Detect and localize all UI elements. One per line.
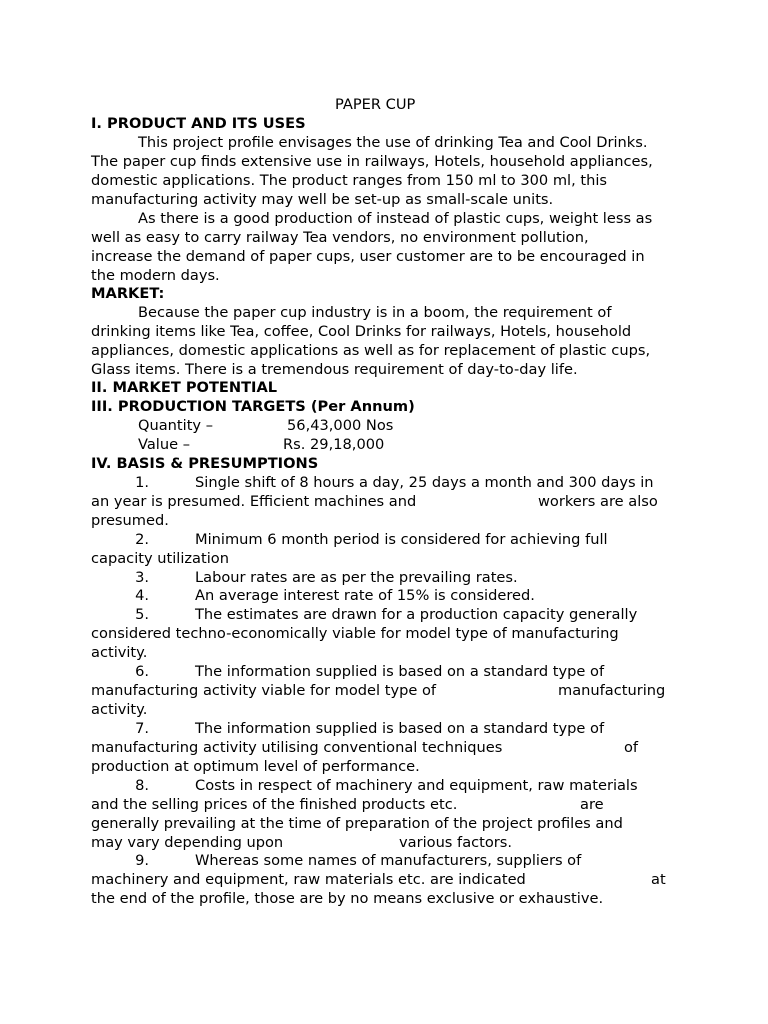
quantity-label: Quantity – bbox=[138, 417, 213, 434]
paragraph-line: As there is a good production of instead of plastic cups, weight less as bbox=[138, 210, 653, 227]
list-item-line: various factors. bbox=[399, 834, 513, 851]
value-value: Rs. 29,18,000 bbox=[283, 436, 385, 453]
list-item-line: presumed. bbox=[91, 512, 169, 529]
list-item-line: at bbox=[651, 871, 666, 888]
list-item-text: The estimates are drawn for a production capacity generally bbox=[195, 606, 638, 623]
list-item-line: manufacturing bbox=[558, 682, 666, 699]
paragraph-line: well as easy to carry railway Tea vendors, no environment pollution, bbox=[91, 229, 589, 246]
paragraph-line: domestic applications. The product ranges from 150 ml to 300 ml, this bbox=[91, 172, 608, 189]
list-item-line: activity. bbox=[91, 644, 148, 661]
list-item-number: 3. bbox=[135, 569, 149, 586]
list-item-text: The information supplied is based on a standard type of bbox=[195, 720, 605, 737]
quantity-value: 56,43,000 Nos bbox=[287, 417, 394, 434]
list-item-number: 1. bbox=[135, 474, 149, 491]
list-item-text: Single shift of 8 hours a day, 25 days a month and 300 days in bbox=[195, 474, 654, 491]
list-item-line: workers are also bbox=[538, 493, 658, 510]
list-item-line: capacity utilization bbox=[91, 550, 229, 567]
paragraph-line: manufacturing activity may well be set-up as small-scale units. bbox=[91, 191, 554, 208]
list-item-text: Labour rates are as per the prevailing rates. bbox=[195, 569, 518, 586]
list-item-number: 7. bbox=[135, 720, 149, 737]
paragraph-line: the modern days. bbox=[91, 267, 220, 284]
list-item-number: 4. bbox=[135, 587, 149, 604]
section-heading-market: MARKET: bbox=[91, 285, 165, 302]
value-label: Value – bbox=[138, 436, 191, 453]
list-item-number: 2. bbox=[135, 531, 149, 548]
list-item-line: activity. bbox=[91, 701, 148, 718]
paragraph-line: Glass items. There is a tremendous requirement of day-to-day life. bbox=[91, 361, 578, 378]
section-heading-basis: IV. BASIS & PRESUMPTIONS bbox=[91, 455, 319, 472]
paragraph-line: increase the demand of paper cups, user customer are to be encouraged in bbox=[91, 248, 645, 265]
list-item-line: may vary depending upon bbox=[91, 834, 284, 851]
list-item-line: generally prevailing at the time of preparation of the project profiles and bbox=[91, 815, 623, 832]
list-item-number: 8. bbox=[135, 777, 149, 794]
list-item-line: an year is presumed. Efficient machines and bbox=[91, 493, 417, 510]
paragraph-line: Because the paper cup industry is in a boom, the requirement of bbox=[138, 304, 612, 321]
list-item-line: machinery and equipment, raw materials etc. are indicated bbox=[91, 871, 526, 888]
list-item-line: of bbox=[624, 739, 639, 756]
list-item-text: The information supplied is based on a standard type of bbox=[195, 663, 605, 680]
section-heading-product: I. PRODUCT AND ITS USES bbox=[91, 115, 306, 132]
list-item-line: the end of the profile, those are by no means exclusive or exhaustive. bbox=[91, 890, 604, 907]
list-item-line: production at optimum level of performance. bbox=[91, 758, 420, 775]
page-title: PAPER CUP bbox=[335, 96, 416, 113]
list-item-line: manufacturing activity viable for model type of bbox=[91, 682, 437, 699]
list-item-line: are bbox=[580, 796, 604, 813]
list-item-line: manufacturing activity utilising conventional techniques bbox=[91, 739, 503, 756]
list-item-number: 5. bbox=[135, 606, 149, 623]
paragraph-line: The paper cup finds extensive use in railways, Hotels, household appliances, bbox=[91, 153, 653, 170]
section-heading-production-targets: III. PRODUCTION TARGETS (Per Annum) bbox=[91, 398, 415, 415]
paragraph-line: drinking items like Tea, coffee, Cool Drinks for railways, Hotels, household bbox=[91, 323, 632, 340]
list-item-line: considered techno-economically viable for model type of manufacturing bbox=[91, 625, 619, 642]
list-item-text: Minimum 6 month period is considered for achieving full bbox=[195, 531, 608, 548]
list-item-text: Whereas some names of manufacturers, suppliers of bbox=[195, 852, 582, 869]
paragraph-line: This project profile envisages the use of drinking Tea and Cool Drinks. bbox=[138, 134, 648, 151]
list-item-text: Costs in respect of machinery and equipment, raw materials bbox=[195, 777, 638, 794]
list-item-text: An average interest rate of 15% is considered. bbox=[195, 587, 535, 604]
list-item-number: 6. bbox=[135, 663, 149, 680]
list-item-line: and the selling prices of the finished products etc. bbox=[91, 796, 458, 813]
section-heading-market-potential: II. MARKET POTENTIAL bbox=[91, 379, 278, 396]
paragraph-line: appliances, domestic applications as well as for replacement of plastic cups, bbox=[91, 342, 651, 359]
list-item-number: 9. bbox=[135, 852, 149, 869]
